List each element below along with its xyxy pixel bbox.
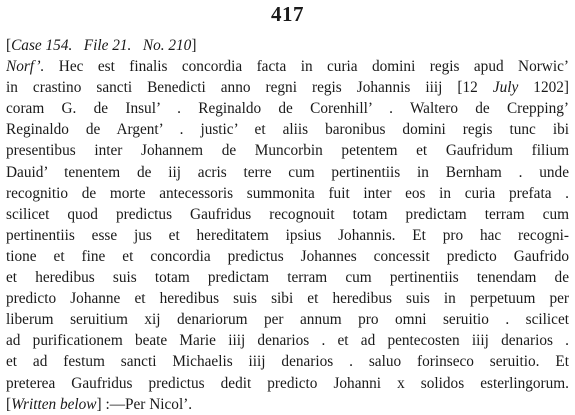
text-line-11: et heredibus suis totam predictam terram cum pertinentiis tenendam de	[6, 269, 569, 287]
text-line-14: ad purificationem beate Marie iiij denarios . et ad pentecosten iiij denarios .	[6, 332, 569, 350]
file-label: File 21.	[83, 37, 132, 54]
text-line-12: predicto Johanne et heredibus suis sibi et heredibus suis in perpetuum per	[6, 290, 569, 308]
text-line-2: in crastino sancti Benedicti anno regni regis Johannis iiij [12 July 1202]	[6, 79, 569, 97]
text-line-16: preterea Gaufridus predictus dedit predicto Johanni x solidos esterlingorum.	[6, 374, 569, 392]
text-line-10: tione et fine et concordia predictus Johannes concessit predicto Gaufrido	[6, 247, 569, 265]
text-line-8: scilicet quod predictus Gaufridus recognouit totam predictam terram cum	[6, 205, 569, 223]
date-month: July	[492, 79, 519, 97]
text-line-3: coram G. de Insul’ . Reginaldo de Corenhill’ . Waltero de Crepping’	[6, 100, 569, 118]
text-line-7: recognitio de morte antecessoris summonita fuit inter eos in curia prefata .	[6, 184, 569, 202]
written-below-label: Written below	[11, 395, 97, 413]
text-line-15: et ad festum sancti Michaelis iiij denarios . saluo forinseco seruitio. Et	[6, 353, 569, 371]
document-body	[6, 35, 569, 415]
case-label: Case 154.	[11, 37, 73, 54]
text-line-9: pertinentiis esse jus et hereditatem ipsius Johannis. Et pro hac recogni-	[6, 226, 569, 244]
signature-text: :—Per Nicol’.	[101, 395, 193, 413]
text-line-13: liberum seruitium xij denariorum per annum pro omni seruitio . scilicet	[6, 311, 569, 329]
bracket-close: ]	[191, 37, 197, 54]
number-label: No. 210	[142, 37, 192, 54]
footer-line: [Written below] :—Per Nicol’.	[6, 395, 193, 413]
text-line-5: presentibus inter Johannem de Muncorbin petentem et Gaufridum filium	[6, 142, 569, 160]
case-header	[6, 35, 569, 56]
page-number: 417	[271, 2, 304, 26]
text-line-4: Reginaldo de Argent’ . justic’ et aliis baronibus domini regis tunc ibi	[6, 121, 569, 139]
county-label: Norf’.	[6, 58, 45, 76]
bracket-open: [	[6, 37, 12, 54]
text-line-1: Norf’. Hec est finalis concordia facta in curia domini regis apud Norwic’	[6, 58, 569, 76]
text-line-6: Dauid’ tenentem de iij acris terre cum pertinentiis in Bernham . unde	[6, 163, 569, 181]
